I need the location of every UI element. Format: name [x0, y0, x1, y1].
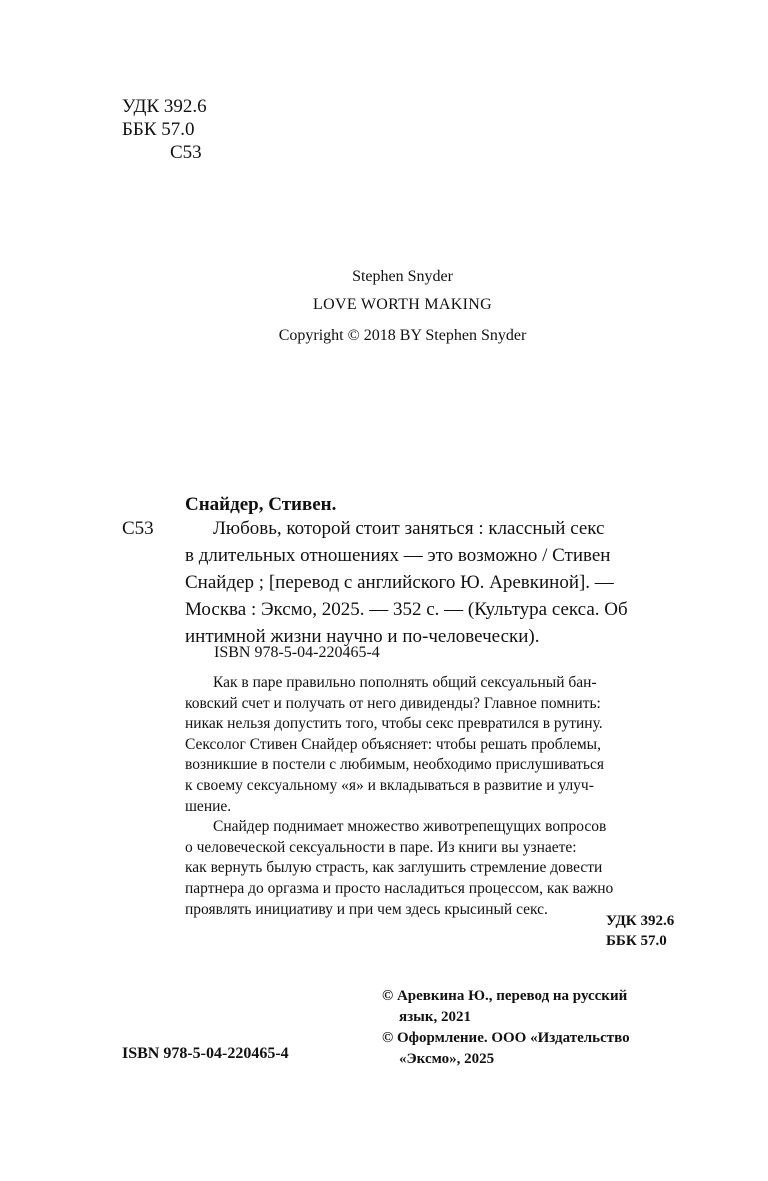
bottom-udk-code: УДК 392.6 [606, 913, 675, 929]
annotation-line: проявлять инициативу и при чем здесь крысиный секс. [185, 900, 548, 918]
translation-copyright-cont: язык, 2021 [399, 1009, 471, 1025]
card-description [185, 515, 628, 650]
annotation-line: никак нельзя допустить того, чтобы секс превратился в рутину. [185, 715, 603, 733]
annotation-line: партнера до оргазма и просто насладиться процессом, как важно [185, 879, 614, 897]
annotation-line: Как в паре правильно пополнять общий сексуальный бан- [213, 674, 597, 691]
original-title: LOVE WORTH MAKING [313, 296, 492, 313]
design-copyright-cont: «Эксмо», 2025 [399, 1051, 495, 1067]
card-author-sign: С53 [122, 518, 154, 539]
bottom-bbk-code: ББК 57.0 [606, 933, 667, 949]
translation-copyright: © Аревкина Ю., перевод на русский [382, 988, 628, 1004]
bbk-code: ББК 57.0 [122, 119, 195, 140]
udk-code: УДК 392.6 [122, 96, 207, 117]
copyright-block [382, 986, 630, 1070]
design-copyright: © Оформление. ООО «Издательство [382, 1030, 630, 1046]
card-description-line: Москва : Эксмо, 2025. — 352 с. — (Культура секса. Об [185, 599, 628, 620]
original-copyright: Copyright © 2018 BY Stephen Snyder [278, 327, 527, 344]
author-sign: С53 [170, 142, 202, 163]
annotation-line: ковский счет и получать от него дивиденды? Главное помнить: [185, 694, 601, 712]
annotation-line: о человеческой сексуальности в паре. Из книги вы узнаете: [185, 838, 577, 856]
card-description-line: Любовь, которой стоит заняться : классный секс [213, 518, 605, 539]
original-author: Stephen Snyder [352, 268, 453, 285]
card-description-line: интимной жизни научно и по-человечески). [185, 626, 540, 647]
annotation-line: Сексолог Стивен Снайдер объясняет: чтобы решать проблемы, [185, 735, 601, 753]
annotation-line: Снайдер поднимает множество животрепещущих вопросов [213, 818, 607, 836]
card-author-heading: Снайдер, Стивен. [185, 494, 337, 515]
annotation-line: к своему сексуальному «я» и вкладываться в развитие и улуч- [185, 776, 594, 794]
card-isbn: ISBN 978-5-04-220465-4 [214, 644, 380, 661]
bottom-codes [606, 911, 674, 951]
card-description-line: в длительных отношениях — это возможно / Стивен [185, 545, 611, 566]
annotation-line: шение. [185, 797, 232, 815]
annotation [185, 673, 613, 920]
annotation-line: возникшие в постели с любимым, необходимо прислушиваться [185, 756, 604, 774]
annotation-line: как вернуть былую страсть, как заглушить стремление довести [185, 859, 603, 877]
bottom-isbn: ISBN 978-5-04-220465-4 [122, 1045, 289, 1062]
card-description-line: Снайдер ; [перевод с английского Ю. Аревкиной]. — [185, 572, 614, 593]
